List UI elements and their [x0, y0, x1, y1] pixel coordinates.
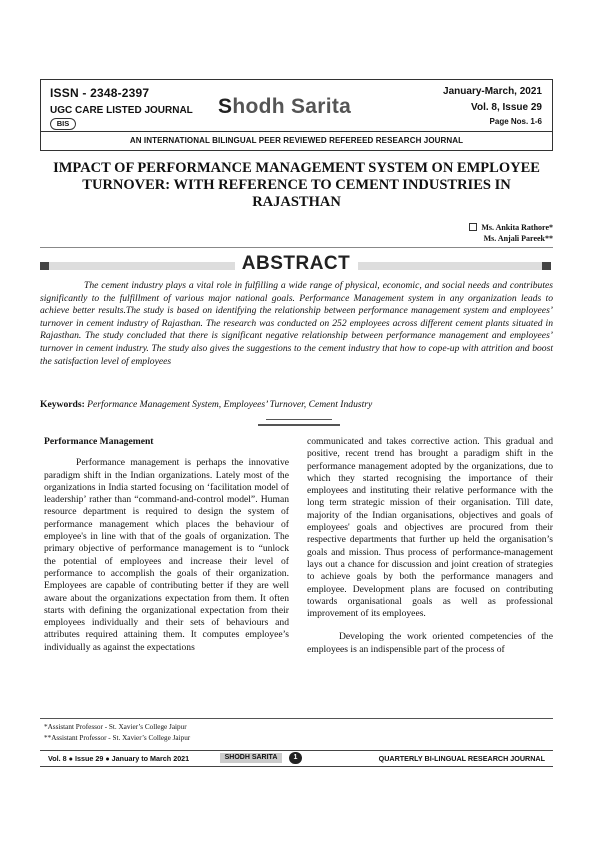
abstract-band-left: [40, 262, 235, 270]
footer-journal-badge: SHODH SARITA: [220, 753, 282, 763]
keywords-list: Performance Management System, Employees’ Turnover, Cement Industry: [87, 399, 373, 410]
logo-text: hodh Sarita: [232, 95, 352, 118]
footnote-divider: [40, 718, 553, 719]
ugc-label: UGC CARE LISTED JOURNAL: [50, 105, 193, 116]
keywords-label: Keywords:: [40, 399, 85, 410]
abstract-heading: ABSTRACT: [241, 253, 351, 274]
footnote-1: *Assistant Professor - St. Xavier’s College Jaipur: [44, 723, 187, 731]
abstract-band-left-square: [40, 262, 49, 270]
logo-initial: S: [218, 95, 233, 118]
journal-logo: [218, 95, 351, 119]
issn: ISSN - 2348-2397: [50, 86, 150, 100]
footnotes: [44, 722, 190, 743]
paragraph: Developing the work oriented competencies of the employees is an indispensible part of the process of: [307, 631, 553, 655]
title-divider: [40, 247, 553, 248]
keywords: [40, 399, 553, 411]
abstract-text: The cement industry plays a vital role in fulfilling a wide range of physical, economic, and social needs and contributes significantly to the fulfillment of various major national goals. Performance Management system in any organization leads to achieve better results.The study is based on identifying the relationship between performance management system and employees’ turnover in cement industry of Rajasthan. The research was conducted on 252 employees across different cement plants situated in Rajasthan. The study concluded that there is significant negative relationship between performance management and employees’ turnover in cement industry. The study also gives the suggestions to the cement industry that how to cope-up with attrition and boost the satisfaction level of employees: [40, 280, 553, 367]
author-1: Ms. Ankita Rathore*: [481, 223, 553, 232]
issue-date: January-March, 2021: [443, 86, 542, 97]
page-number: 1: [289, 752, 302, 764]
page-numbers: Page Nos. 1-6: [489, 117, 542, 126]
journal-tagline: AN INTERNATIONAL BILINGUAL PEER REVIEWED REFEREED RESEARCH JOURNAL: [129, 136, 464, 145]
body-column-right: [307, 436, 553, 656]
footnote-2: **Assistant Professor - St. Xavier’s College Jaipur: [44, 733, 191, 742]
footer-journal-type: QUARTERLY BI-LINGUAL RESEARCH JOURNAL: [378, 754, 545, 763]
bis-badge: BIS: [50, 118, 76, 130]
journal-header: [40, 79, 553, 151]
body-column-left: [44, 436, 289, 654]
volume-issue: Vol. 8, Issue 29: [471, 102, 542, 113]
abstract-band-right: [358, 262, 551, 270]
abstract-band-right-square: [542, 262, 551, 270]
page-footer: [40, 750, 553, 767]
authors: [469, 222, 553, 244]
footer-issue-info: Vol. 8 ● Issue 29 ● January to March 2021: [48, 754, 190, 763]
author-2: Ms. Anjali Pareek**: [483, 234, 553, 243]
article-title: IMPACT OF PERFORMANCE MANAGEMENT SYSTEM ON EMPLOYEE TURNOVER: WITH REFERENCE TO CEMENT INDUSTRIES IN RAJASTHAN: [53, 160, 540, 210]
author-box-icon: [469, 223, 477, 231]
ornament-line-thick: [258, 424, 340, 426]
section-heading: Performance Management: [44, 436, 154, 447]
header-divider: [41, 131, 552, 132]
paragraph: Performance management is perhaps the innovative paradigm shift in the Indian organizations. Lately most of the organizations in India started focusing on ‘facilitation model of leadership’ rather than “command-and-control model”. Human resource department is required to design the system of performance management which places the behaviour of employee's in line with that of the goals of organization. The primary objective of performance management is to “unlock the potential of employees and increase their level of performance to accomplish the goals of their organization. Employees are capable of contributing better if they are well aware about the organizations expectation from them. It often starts with defining the organizational expectation from their employees individually and their sets of behaviours and attributes required attaining them. It computes employee’s individually as against the expectations: [44, 457, 289, 653]
paragraph: communicated and takes corrective action. This gradual and positive, recent trend has brought a paradigm shift in the performance management adopted by the organizations, due to which they started recognising the importance of their employees and instituting their relative performance with the long term strategic mission of their organisation. Till date, majority of the Indian organisations, objectives and goals of employees' goals and objectives are procured from their respective departments that further up held the organisation’s goals and mission. Thus process of performance-management lays out a chance for discussion and joint creation of strategies to achieve goals by both the performance managers and employee. Development plans are focused on contributing towards organisational goals as well as professional improvement of its employees.: [307, 436, 553, 620]
ornament-line-thin: [266, 419, 332, 420]
